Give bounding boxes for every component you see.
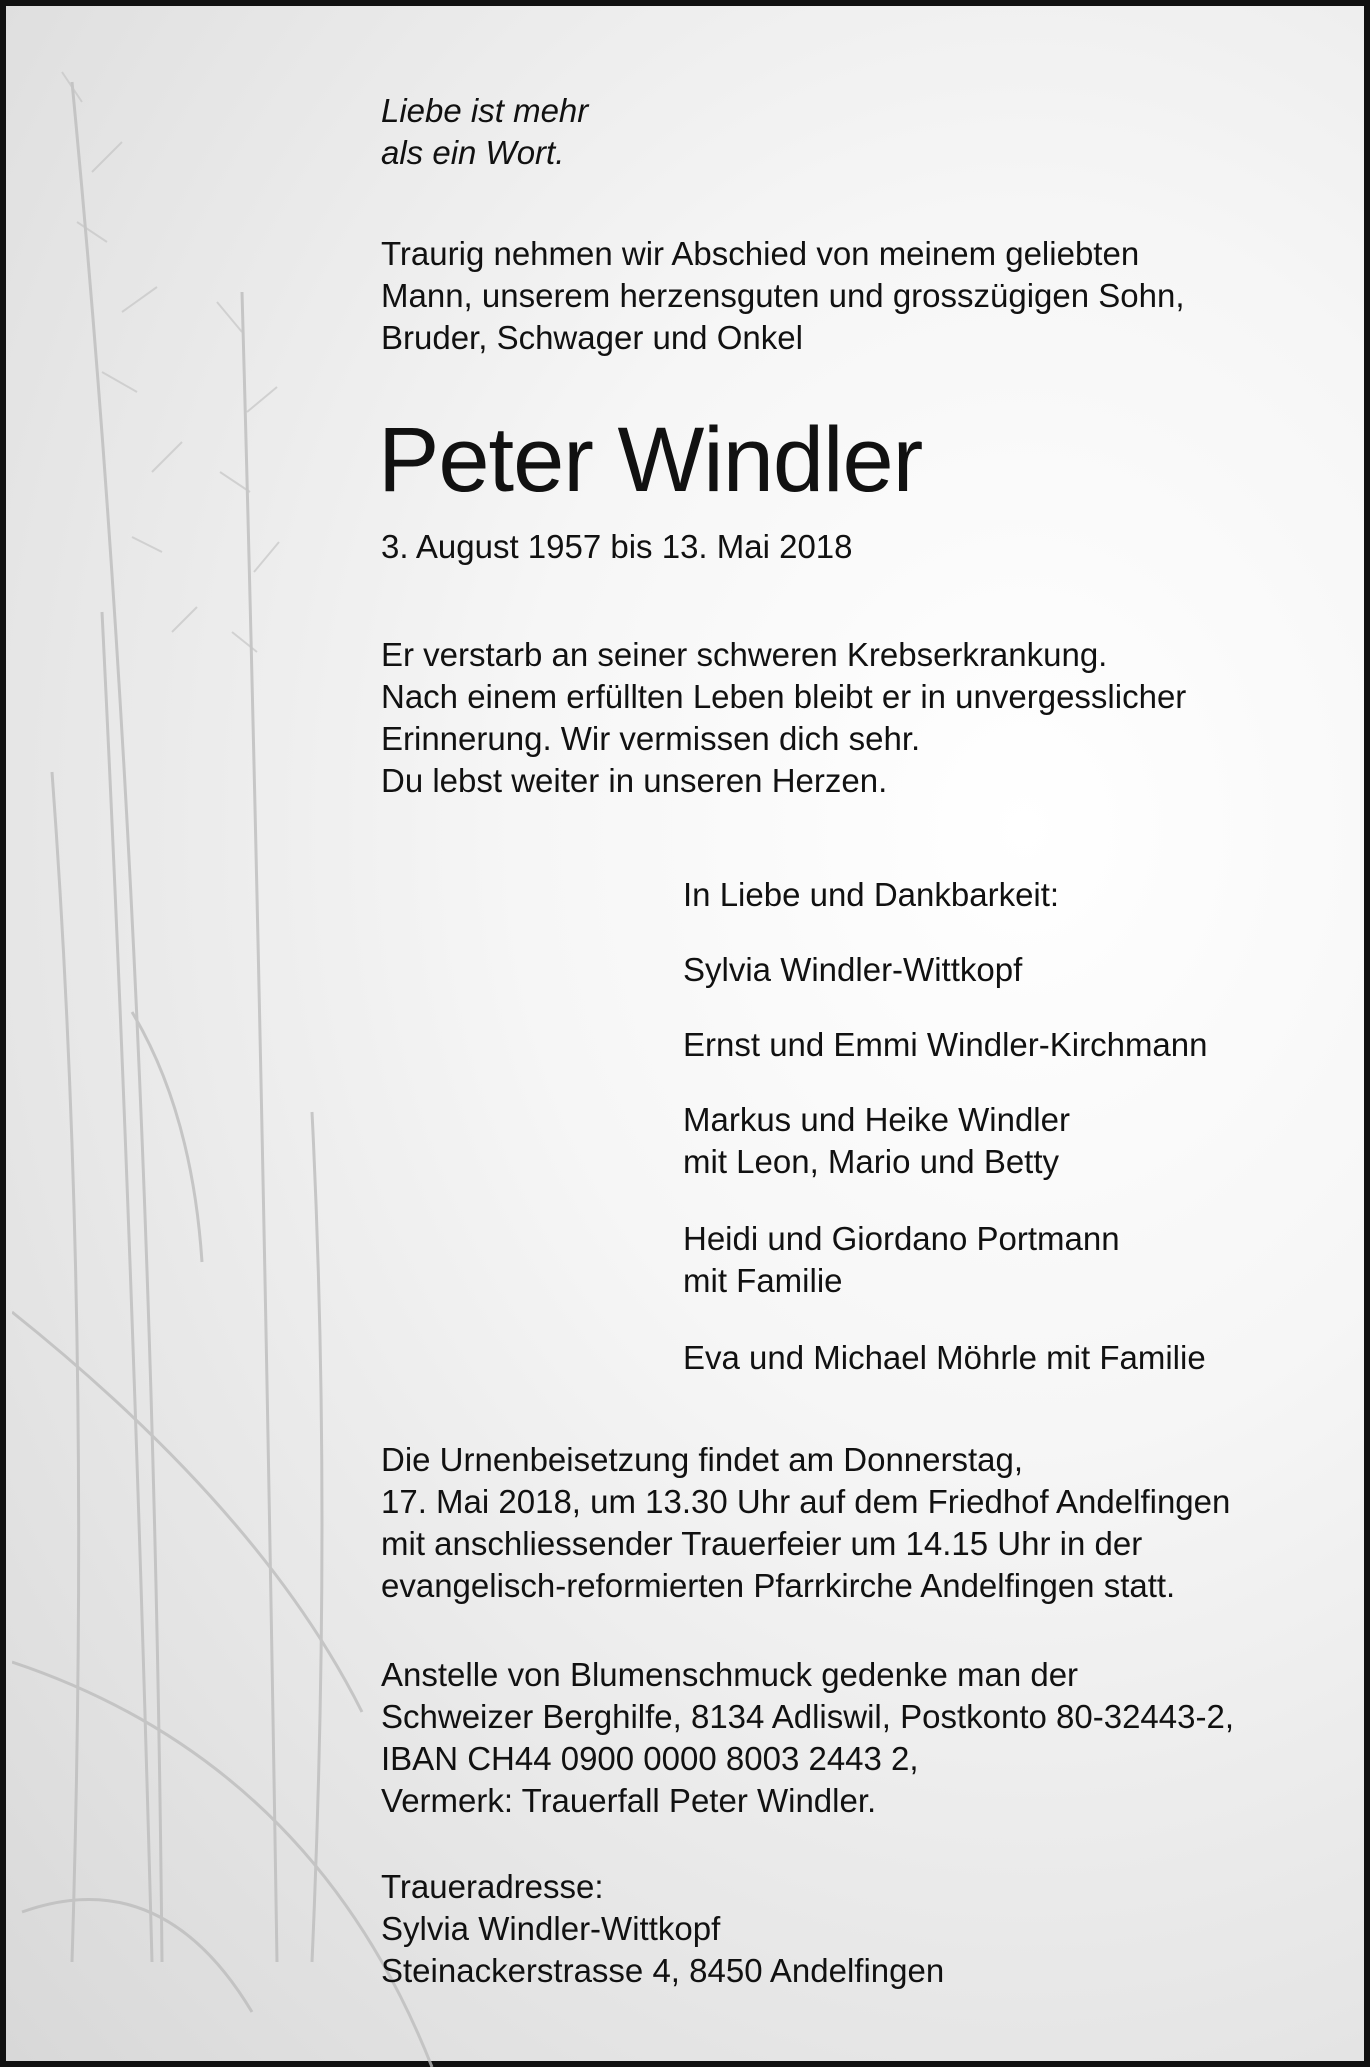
ceremony-line: mit anschliessender Trauerfeier um 14.15 Uhr in der — [381, 1525, 1143, 1562]
message-text — [381, 634, 1186, 802]
mourning-address — [381, 1866, 944, 1992]
donation-line: Vermerk: Trauerfall Peter Windler. — [381, 1782, 877, 1819]
message-line: Du lebst weiter in unseren Herzen. — [381, 762, 888, 799]
ceremony-line: 17. Mai 2018, um 13.30 Uhr auf dem Friedhof Andelfingen — [381, 1483, 1231, 1520]
address-line: Traueradresse: — [381, 1868, 604, 1905]
message-line: Er verstarb an seiner schweren Krebserkrankung. — [381, 636, 1108, 673]
motto — [381, 90, 588, 174]
deceased-name: Peter Windler — [378, 409, 923, 511]
intro-text — [381, 233, 1185, 359]
address-line: Steinackerstrasse 4, 8450 Andelfingen — [381, 1952, 945, 1989]
mourner-entry — [683, 1218, 1120, 1302]
ceremony-line: evangelisch-reformierten Pfarrkirche Andelfingen statt. — [381, 1567, 1176, 1604]
message-line: Erinnerung. Wir vermissen dich sehr. — [381, 720, 921, 757]
mourner-entry — [683, 1099, 1070, 1183]
donation-line: Anstelle von Blumenschmuck gedenke man der — [381, 1656, 1079, 1693]
donation-text — [381, 1654, 1234, 1822]
intro-line: Mann, unserem herzensguten und grosszügigen Sohn, — [381, 277, 1185, 314]
address-line: Sylvia Windler-Wittkopf — [381, 1910, 721, 1947]
life-dates — [381, 526, 853, 568]
motto-line: als ein Wort. — [381, 134, 565, 171]
mourner-line: Sylvia Windler-Wittkopf — [683, 951, 1023, 988]
mourners-heading: In Liebe und Dankbarkeit: — [683, 876, 1060, 913]
mourner-entry — [683, 1337, 1206, 1379]
mourner-line: Heidi und Giordano Portmann — [683, 1220, 1120, 1257]
donation-line: IBAN CH44 0900 0000 8003 2443 2, — [381, 1740, 919, 1777]
intro-line: Bruder, Schwager und Onkel — [381, 319, 803, 356]
dates-line: 3. August 1957 bis 13. Mai 2018 — [381, 528, 853, 565]
mourner-entry — [683, 949, 1022, 991]
mourner-line: Ernst und Emmi Windler-Kirchmann — [683, 1026, 1208, 1063]
mourner-line: mit Leon, Mario und Betty — [683, 1143, 1060, 1180]
motto-line: Liebe ist mehr — [381, 92, 589, 129]
mourner-line: mit Familie — [683, 1262, 843, 1299]
intro-line: Traurig nehmen wir Abschied von meinem geliebten — [381, 235, 1140, 272]
ceremony-line: Die Urnenbeisetzung findet am Donnerstag, — [381, 1441, 1024, 1478]
mourner-line: Eva und Michael Möhrle mit Familie — [683, 1339, 1206, 1376]
donation-line: Schweizer Berghilfe, 8134 Adliswil, Postkonto 80-32443-2, — [381, 1698, 1234, 1735]
mourner-entry — [683, 1024, 1208, 1066]
mourner-line: Markus und Heike Windler — [683, 1101, 1070, 1138]
message-line: Nach einem erfüllten Leben bleibt er in unvergesslicher — [381, 678, 1187, 715]
ceremony-text — [381, 1439, 1230, 1607]
